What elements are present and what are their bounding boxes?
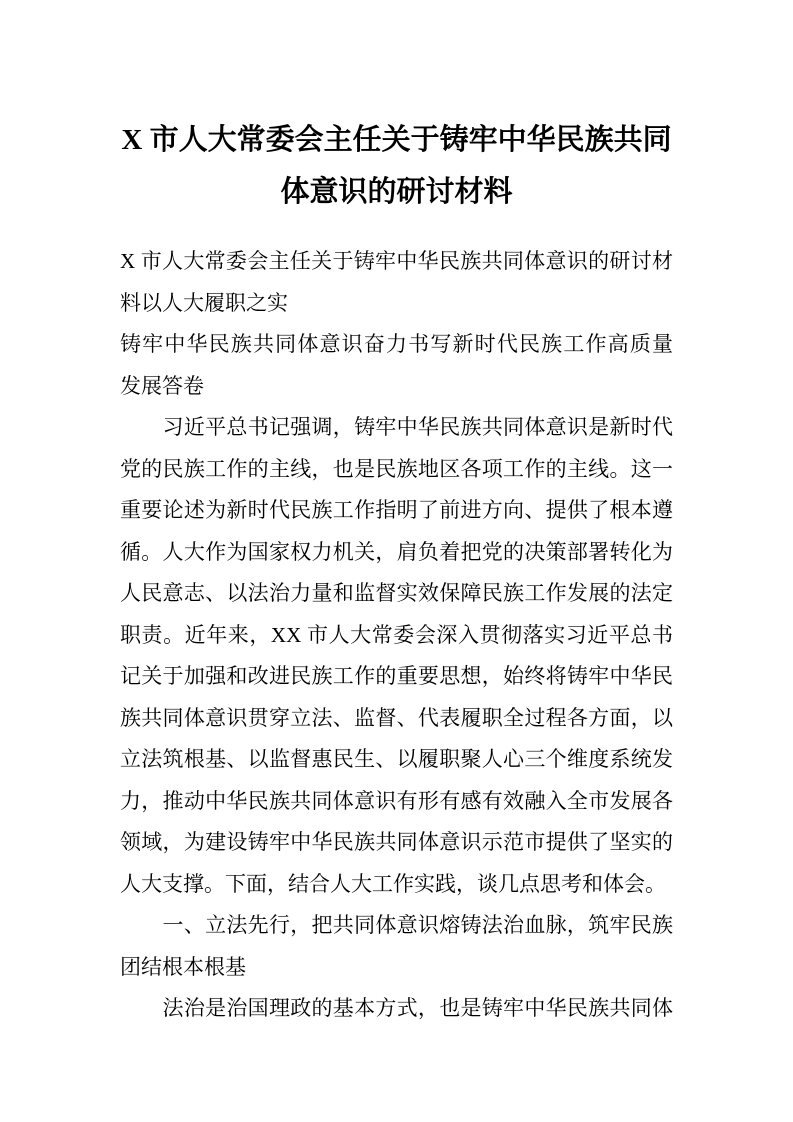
text-line: 人大支撑。下面，结合人大工作实践，谈几点思考和体会。	[120, 871, 666, 896]
text-line: 力，推动中华民族共同体意识有形有感有效融入全市发展各	[120, 788, 673, 813]
title-line: 体意识的研讨材料	[280, 175, 513, 208]
text-line: X 市人大常委会主任关于铸牢中华民族共同体意识的研讨材	[120, 249, 673, 274]
text-line: 团结根本根基	[120, 954, 246, 979]
text-line: 记关于加强和改进民族工作的重要思想，始终将铸牢中华民	[120, 664, 673, 689]
text-line: 习近平总书记强调，铸牢中华民族共同体意识是新时代	[120, 415, 673, 440]
document-title	[120, 115, 673, 218]
text-line: 一、立法先行，把共同体意识熔铸法治血脉，筑牢民族	[120, 913, 673, 938]
title-line: X 市人大常委会主任关于铸牢中华民族共同	[121, 124, 672, 156]
text-line: 族共同体意识贯穿立法、监督、代表履职全过程各方面，以	[120, 705, 673, 730]
text-line: 党的民族工作的主线，也是民族地区各项工作的主线。这一	[120, 456, 673, 481]
text-line: 法治是治国理政的基本方式，也是铸牢中华民族共同体	[120, 996, 673, 1021]
text-line: 职责。近年来，XX 市人大常委会深入贯彻落实习近平总书	[120, 622, 673, 647]
text-line: 铸牢中华民族共同体意识奋力书写新时代民族工作高质量	[120, 332, 673, 357]
text-line: 循。人大作为国家权力机关，肩负着把党的决策部署转化为	[120, 539, 673, 564]
text-line: 料以人大履职之实	[120, 290, 288, 315]
text-line: 领域，为建设铸牢中华民族共同体意识示范市提供了坚实的	[120, 830, 673, 855]
text-line: 重要论述为新时代民族工作指明了前进方向、提供了根本遵	[120, 498, 673, 523]
document-body	[120, 241, 673, 1030]
text-line: 人民意志、以法治力量和监督实效保障民族工作发展的法定	[120, 581, 673, 606]
text-line: 发展答卷	[120, 373, 204, 398]
document-content	[120, 115, 673, 1030]
text-line: 立法筑根基、以监督惠民生、以履职聚人心三个维度系统发	[120, 747, 673, 772]
